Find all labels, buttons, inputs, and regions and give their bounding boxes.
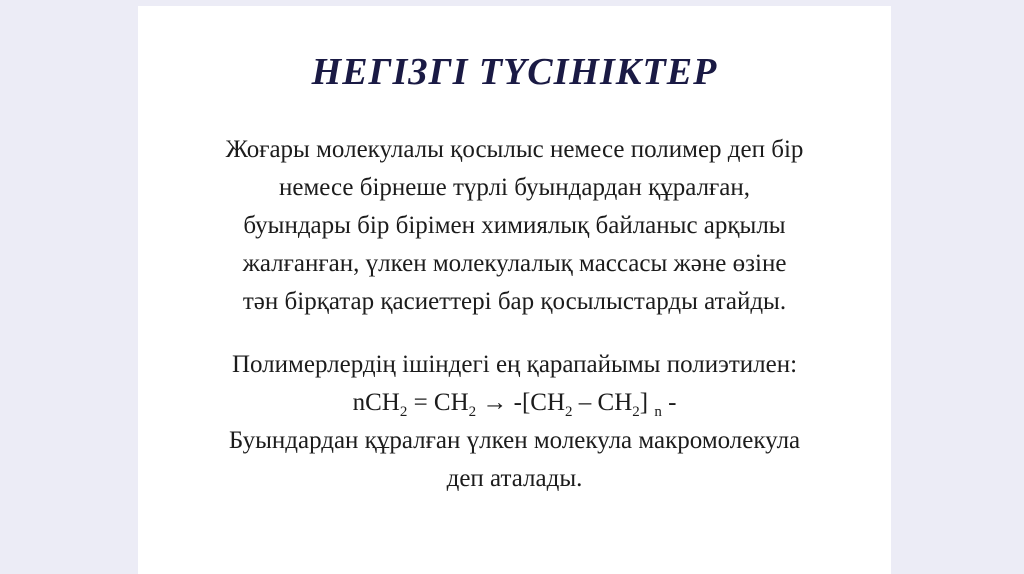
definition-line: Жоғары молекулалы қосылыс немесе полимер деп бір [225,136,804,163]
polyethylene-formula [138,384,891,422]
formula-subscript: 2 [399,404,408,420]
formula-part: → -[CH [476,389,566,416]
definition-line: буындары бір бірімен химиялық байланыс арқылы [243,212,786,239]
formula-subscript: 2 [632,404,640,420]
polymer-intro: Полимерлердің ішіндегі ең қарапайымы полиэтилен: [231,351,798,378]
slide-title: НЕГІЗГІ ТҮСІНІКТЕР [311,51,718,93]
polymer-paragraph [138,346,891,498]
definition-line: немесе бірнеше түрлі буындардан құралған, [278,174,751,201]
formula-part: - [661,389,677,416]
formula-part: ] [639,389,649,416]
formula-subscript: n [654,404,662,420]
formula-part: nCH [352,389,400,416]
formula-part: = CH [407,389,469,416]
definition-paragraph [138,131,891,321]
formula-part: – CH [572,389,633,416]
formula-subscript: 2 [468,404,477,420]
definition-line: тән бірқатар қасиеттері бар қосылыстарды атайды. [242,288,787,315]
definition-line: жалғанған, үлкен молекулалық массасы және өзіне [242,250,787,277]
conclusion-line: Буындардан құралған үлкен молекула макромолекула [228,427,801,454]
conclusion-line: деп аталады. [446,465,583,492]
formula-subscript: 2 [565,404,573,420]
slide [138,6,891,574]
